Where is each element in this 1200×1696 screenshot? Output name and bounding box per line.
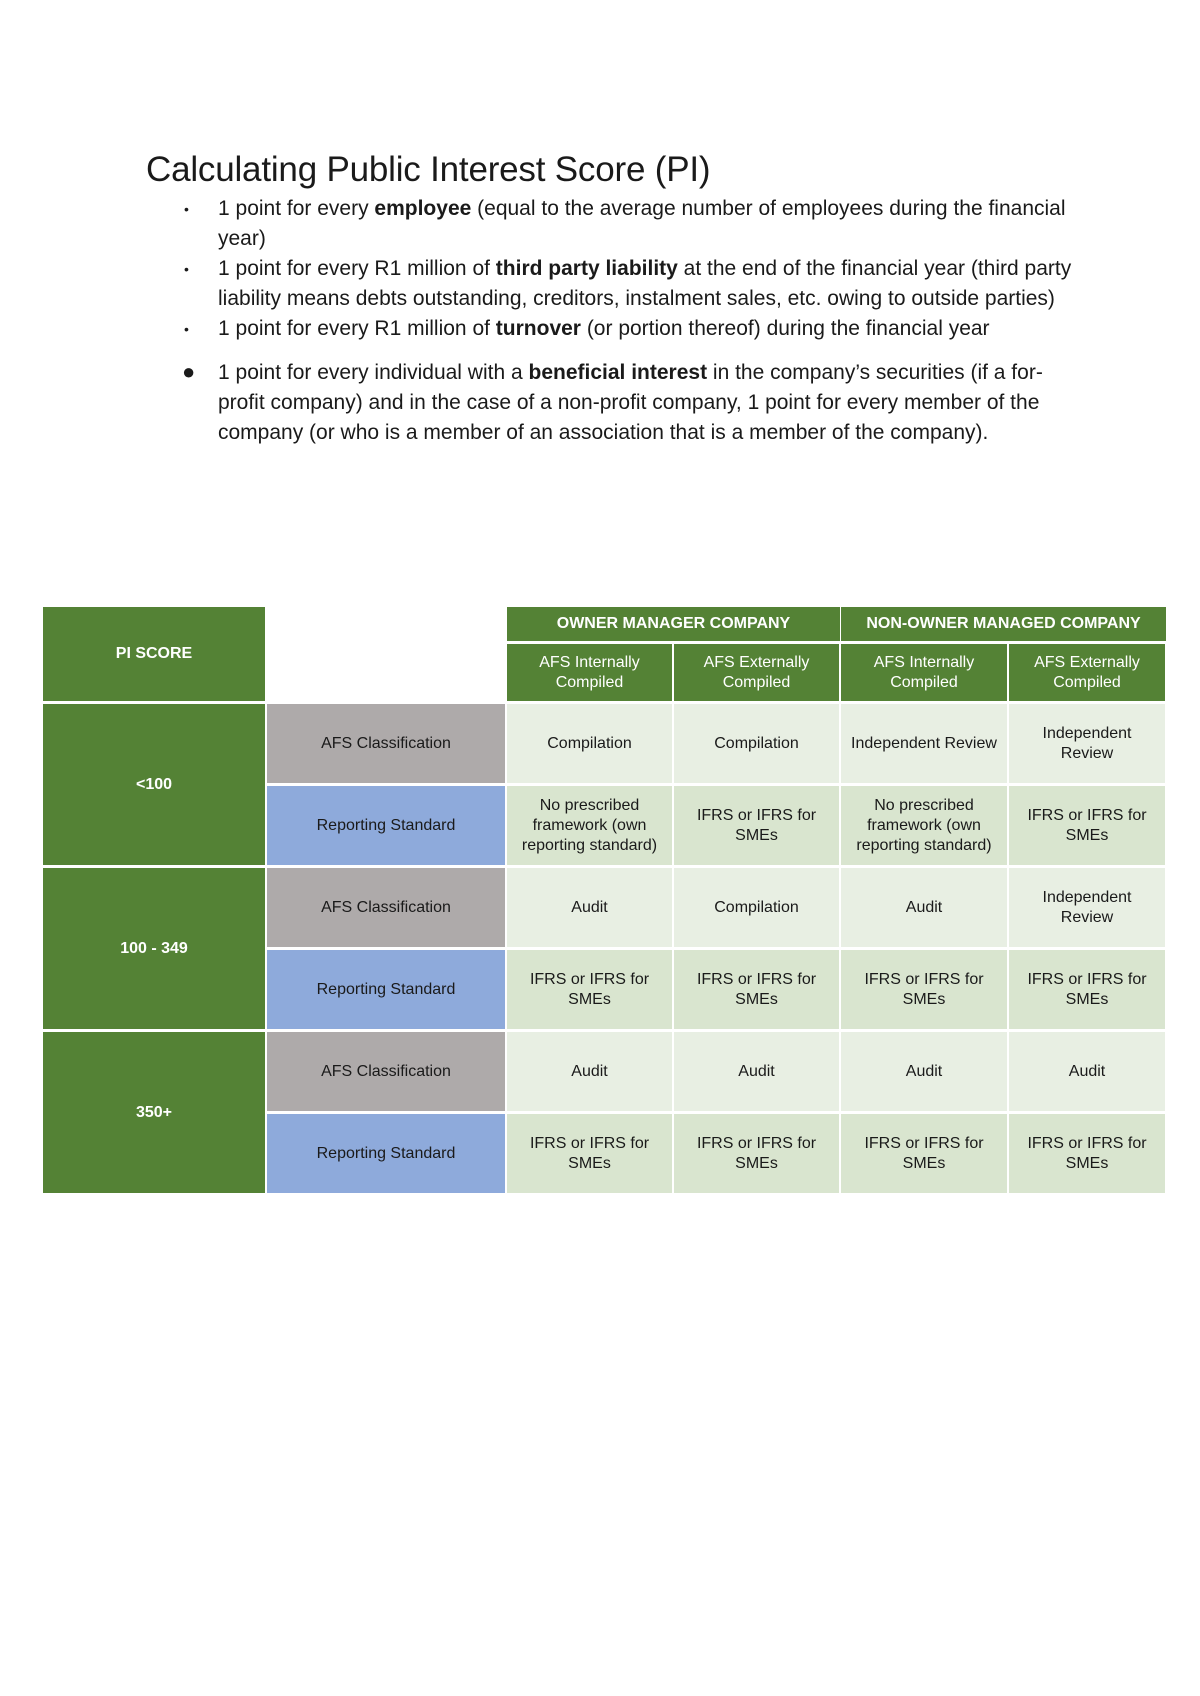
bullet-keyword: beneficial interest	[528, 361, 708, 384]
table-cell: Audit	[674, 1032, 839, 1111]
pi-score-header: PI SCORE	[43, 607, 265, 701]
bullet-text: 1 point for every individual with a	[218, 361, 529, 384]
list-item	[176, 314, 1076, 344]
table-cell: Independent Review	[841, 704, 1007, 783]
table-cell: IFRS or IFRS for SMEs	[674, 1114, 839, 1193]
row-label-classification: AFS Classification	[267, 1032, 505, 1111]
table-cell: IFRS or IFRS for SMEs	[507, 1114, 672, 1193]
table-cell: Audit	[507, 868, 672, 947]
table-cell: Independent Review	[1009, 704, 1165, 783]
bullet-text: at the end of the financial year (third party liability means debts outstanding, creditors, instalment sales, etc. owing to outside parties)	[218, 257, 1072, 310]
table-cell: IFRS or IFRS for SMEs	[1009, 786, 1165, 865]
table-cell: No prescribed framework (own reporting standard)	[841, 786, 1007, 865]
list-item	[176, 254, 1076, 314]
table-cell: Audit	[507, 1032, 672, 1111]
row-label-classification: AFS Classification	[267, 868, 505, 947]
column-header: AFS Internally Compiled	[507, 644, 672, 701]
table-cell: IFRS or IFRS for SMEs	[674, 786, 839, 865]
bullet-keyword: employee	[374, 197, 472, 220]
table-cell: IFRS or IFRS for SMEs	[1009, 950, 1165, 1029]
column-header: AFS Externally Compiled	[1009, 644, 1165, 701]
column-header: AFS Externally Compiled	[674, 644, 839, 701]
bullet-icon: •	[184, 201, 189, 217]
bullet-keyword: turnover	[495, 317, 581, 340]
bullet-icon: ●	[182, 359, 196, 384]
row-label-standard: Reporting Standard	[267, 950, 505, 1029]
list-item	[176, 194, 1076, 254]
pi-score-table	[43, 607, 1165, 1199]
table-cell: IFRS or IFRS for SMEs	[674, 950, 839, 1029]
pi-score-band: <100	[43, 704, 265, 865]
bullet-keyword: third party liability	[495, 257, 678, 280]
table-cell: Compilation	[507, 704, 672, 783]
bullet-text: (equal to the average number of employees during the financial year)	[218, 197, 1066, 250]
table-cell: IFRS or IFRS for SMEs	[841, 950, 1007, 1029]
row-label-classification: AFS Classification	[267, 704, 505, 783]
table-cell: Audit	[841, 868, 1007, 947]
criteria-list	[176, 194, 1076, 448]
pi-score-band: 100 - 349	[43, 868, 265, 1029]
group-header-owner-managed: OWNER MANAGER COMPANY	[507, 607, 840, 641]
bullet-icon: •	[184, 321, 189, 337]
row-label-standard: Reporting Standard	[267, 1114, 505, 1193]
table-cell: Audit	[1009, 1032, 1165, 1111]
group-header-non-owner-managed: NON-OWNER MANAGED COMPANY	[841, 607, 1166, 641]
table-cell: IFRS or IFRS for SMEs	[841, 1114, 1007, 1193]
table-cell: Independent Review	[1009, 868, 1165, 947]
table-cell: IFRS or IFRS for SMEs	[507, 950, 672, 1029]
bullet-text: (or portion thereof) during the financial year	[580, 317, 990, 340]
table-cell: Compilation	[674, 704, 839, 783]
bullet-icon: •	[184, 261, 189, 277]
table-cell: No prescribed framework (own reporting standard)	[507, 786, 672, 865]
bullet-text: 1 point for every R1 million of	[218, 257, 496, 280]
pi-score-band: 350+	[43, 1032, 265, 1193]
bullet-text: in the company’s securities (if a for-profit company) and in the case of a non-profit company, 1 point for every member of the company (or who is a member of an association that is a member of the company).	[218, 361, 1043, 444]
bullet-text: 1 point for every	[218, 197, 375, 220]
table-cell: Audit	[841, 1032, 1007, 1111]
list-item	[176, 358, 1076, 448]
table-cell: IFRS or IFRS for SMEs	[1009, 1114, 1165, 1193]
page-title: Calculating Public Interest Score (PI)	[146, 150, 711, 189]
row-label-standard: Reporting Standard	[267, 786, 505, 865]
column-header: AFS Internally Compiled	[841, 644, 1007, 701]
bullet-text: 1 point for every R1 million of	[218, 317, 496, 340]
table-cell: Compilation	[674, 868, 839, 947]
